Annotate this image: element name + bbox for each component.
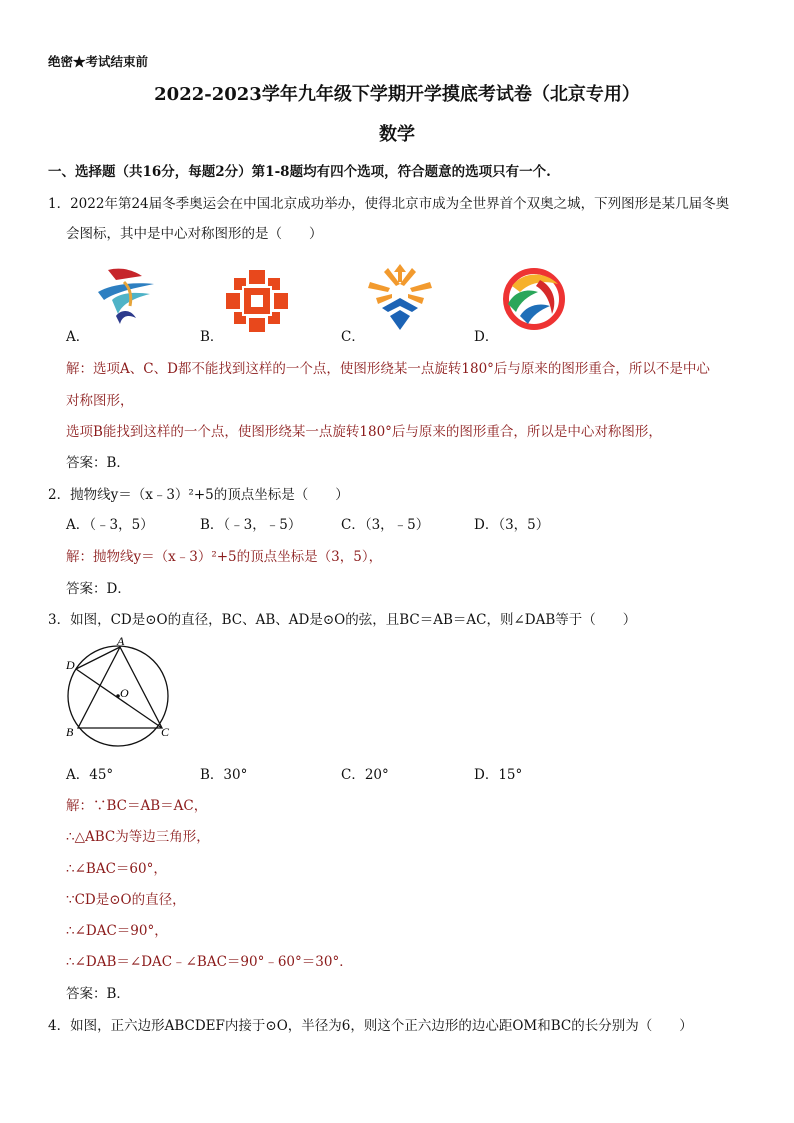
- q2-stem: 2．抛物线y＝（x﹣3）²+5的顶点坐标是（ ）: [48, 487, 349, 503]
- q3-stem: 3．如图，CD是⊙O的直径，BC、AB、AD是⊙O的弦，且BC＝AB＝AC，则∠DAB等于（ ）: [48, 612, 637, 628]
- q3-option-a[interactable]: A．45°: [66, 767, 114, 783]
- page-title: 2022-2023学年九年级下学期开学摸底考试卷（北京专用）: [154, 84, 640, 105]
- q2-option-b[interactable]: B．（﹣3，﹣5）: [200, 517, 302, 533]
- q1-icon-d: [500, 266, 568, 332]
- subject-title: 数学: [379, 124, 415, 145]
- q3-option-b[interactable]: B．30°: [200, 767, 248, 783]
- q1-option-a[interactable]: A．: [66, 329, 90, 345]
- q1-icon-a: [90, 262, 162, 334]
- q3-label-a: A: [117, 634, 125, 648]
- q1-solution-line3: 选项B能找到这样的一个点，使图形绕某一点旋转180°后与原来的图形重合，所以是中心对称图形，: [66, 424, 662, 440]
- q1-icon-c: [366, 260, 434, 334]
- q3-solution-line3: ∴∠BAC＝60°，: [66, 861, 167, 877]
- q2-option-a[interactable]: A．（﹣3，5）: [66, 517, 154, 533]
- q1-stem-line2: 会图标，其中是中心对称图形的是（ ）: [66, 226, 323, 242]
- q1-answer: 答案：B．: [66, 455, 130, 471]
- q3-solution-line5: ∴∠DAC＝90°，: [66, 923, 168, 939]
- q1-icon-b: [224, 268, 290, 334]
- q3-label-c: C: [161, 725, 170, 739]
- q3-option-c[interactable]: C．20°: [341, 767, 389, 783]
- q1-solution-line1: 解：选项A、C、D都不能找到这样的一个点，使图形绕某一点旋转180°后与原来的图形重合，所以不是中心: [66, 361, 710, 377]
- q1-option-c[interactable]: C．: [341, 329, 365, 345]
- q3-solution-line4: ∵CD是⊙O的直径，: [66, 892, 186, 908]
- q2-answer: 答案：D．: [66, 581, 131, 597]
- q3-label-o: O: [120, 686, 129, 700]
- q3-label-b: B: [66, 725, 74, 739]
- q3-option-d[interactable]: D．15°: [474, 767, 523, 783]
- q3-solution-line1: 解：∵BC＝AB＝AC，: [66, 798, 208, 814]
- q1-stem-line1: 1．2022年第24届冬季奥运会在中国北京成功举办，使得北京市成为全世界首个双奥之城，下列图形是某几届冬奥: [48, 196, 730, 212]
- q3-figure: [62, 636, 182, 754]
- q2-solution: 解：抛物线y＝（x﹣3）²+5的顶点坐标是（3，5），: [66, 549, 383, 565]
- secret-label: 绝密★考试结束前: [48, 54, 149, 69]
- q3-label-d: D: [66, 658, 75, 672]
- q3-solution-line2: ∴△ABC为等边三角形，: [66, 829, 210, 845]
- q3-answer: 答案：B．: [66, 986, 130, 1002]
- section-heading: 一、选择题（共16分，每题2分）第1-8题均有四个选项，符合题意的选项只有一个.: [48, 164, 551, 180]
- q1-solution-line2: 对称图形，: [66, 393, 134, 409]
- q3-solution-line6: ∴∠DAB＝∠DAC﹣∠BAC＝90°﹣60°＝30°．: [66, 954, 353, 970]
- q1-option-d[interactable]: D．: [474, 329, 499, 345]
- q1-option-b[interactable]: B．: [200, 329, 224, 345]
- q2-option-d[interactable]: D．（3，5）: [474, 517, 550, 533]
- q2-option-c[interactable]: C．（3，﹣5）: [341, 517, 430, 533]
- q4-stem: 4．如图，正六边形ABCDEF内接于⊙O，半径为6，则这个正六边形的边心距OM和BC的长分别为（ ）: [48, 1018, 693, 1034]
